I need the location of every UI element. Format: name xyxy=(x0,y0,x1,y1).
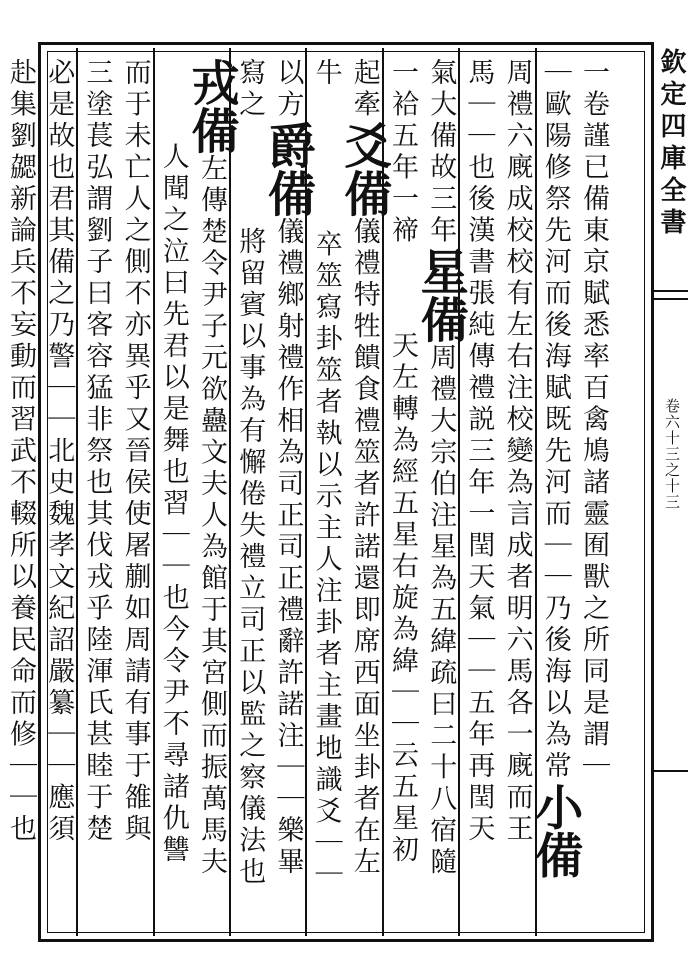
column-text: 卒筮寫卦筮者執以示主人注卦者主畫地識爻｜｜ xyxy=(310,229,342,891)
text-column-2 xyxy=(526,58,583,928)
column-text: 周禮六廐成校校有左右注校變為言成者明六馬各一廐而王 xyxy=(501,58,533,846)
column-text: 儀禮特牲饋食禮筮者許諾還即席西面坐卦者在左 xyxy=(348,217,380,879)
fish-tail-mark xyxy=(654,770,688,780)
book-title: 欽定四庫全書 xyxy=(656,48,686,240)
fish-tail-mark xyxy=(654,290,688,300)
text-column-10 xyxy=(230,58,268,928)
column-text: 赴集劉勰新論兵不妄動而習武不輟所以養民命而修｜｜也 xyxy=(4,58,36,846)
column-text: 將留賓以事為有懈倦失禮立司正以監之察儀法也 xyxy=(234,227,266,889)
text-column-3 xyxy=(497,58,535,928)
column-text: 左傳楚令尹子元欲蠱文夫人為館于其宮側而振萬馬夫 xyxy=(195,154,227,879)
column-text: 而于未亡人之側不亦異乎又晉侯使屠蒯如周請有事于雒與 xyxy=(119,58,151,846)
entry-heading: 爻備 xyxy=(335,121,392,217)
column-text: 起牽 xyxy=(348,58,380,121)
juan-label: 卷六十三之十三 xyxy=(663,398,681,510)
column-text: 寫之 xyxy=(234,58,266,121)
text-column-5 xyxy=(412,58,469,928)
column-text: 以方 xyxy=(272,58,304,121)
text-column-12 xyxy=(154,58,192,928)
text-column-16 xyxy=(1,58,39,928)
text-column-7 xyxy=(335,58,392,928)
column-text: 必是故也君其備之乃警｜｜北史魏孝文紀詔嚴纂｜｜應須 xyxy=(43,58,75,846)
text-column-4 xyxy=(459,58,497,928)
text-column-14 xyxy=(77,58,115,928)
column-text: 三塗萇弘謂劉子曰客容猛非祭也其伐戎乎陸渾氏甚睦于楚 xyxy=(81,58,113,846)
column-text: 周禮大宗伯注星為五緯疏曰二十八宿隨 xyxy=(425,343,457,879)
text-column-9 xyxy=(259,58,316,928)
column-text: ｜歐陽修祭先河而後海賦既先河而｜｜乃後海以為常 xyxy=(539,58,571,783)
entry-heading: 戎備 xyxy=(182,58,239,154)
entry-heading: 星備 xyxy=(412,247,469,343)
entry-heading: 爵備 xyxy=(259,121,316,217)
text-column-13 xyxy=(115,58,153,928)
entry-heading: 小備 xyxy=(526,782,583,879)
column-text: 一卷謹已備東京賦悉率百禽鳩諸靈囿獸之所同是謂｜ xyxy=(577,58,609,783)
column-text: 儀禮鄉射禮作相為司正司正禮辭許諾注｜｜樂畢 xyxy=(272,217,304,879)
column-text: 一袷五年一禘 xyxy=(386,58,418,247)
column-text: 天左轉為經五星右旋為緯｜｜云五星初 xyxy=(386,331,418,867)
column-text: 氣大備故三年 xyxy=(425,58,457,247)
text-column-15 xyxy=(39,58,77,928)
column-text: 馬｜｜也後漢書張純傳禮説三年一閏天氣｜｜五年再閏天 xyxy=(463,58,495,846)
column-text: 牛 xyxy=(310,58,342,90)
text-column-11 xyxy=(182,58,239,928)
column-text: 人聞之泣曰先君以是舞也習｜｜也今令尹不尋諸仇讐 xyxy=(157,142,189,867)
